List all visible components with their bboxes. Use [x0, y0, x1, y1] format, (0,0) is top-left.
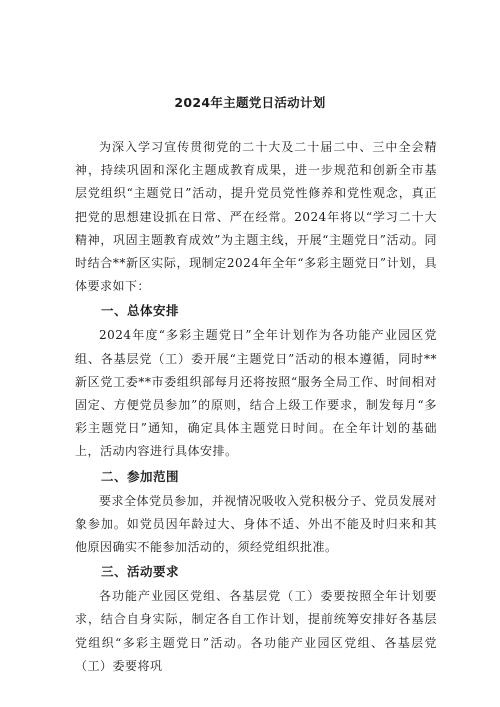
- intro-paragraph: 为深入学习宣传贯彻党的二十大及二十届二中、三中全会精神，持续巩固和深化主题成教育成果，进一步规范和创新全市基层党组织“主题党日”活动，提升党员党性修养和党性观念，真正把党的思想建设抓在日常、严在经常。2024年将以“学习二十大精神，巩固主题教育成效”为主题主线，开展“主题党日”活动。同时结合**新区实际，现制定2024年全年“多彩主题党日”计划，具体要求如下：: [75, 140, 437, 294]
- section-body-overall-arrangement: 2024年度“多彩主题党日”全年计划作为各功能产业园区党组、各基层党（工）委开展“主题党日”活动的根本遵循，同时**新区党工委**市委组织部每月还将按照“服务全局工作、时间相对固定、方便党员参加”的原则，结合上级工作要求，制发每月“多彩主题党日”通知，确定具体主题党日时间。在全年计划的基础上，活动内容进行具体安排。: [75, 328, 437, 459]
- document-title: 2024年主题党日活动计划: [174, 95, 326, 110]
- section-heading-overall-arrangement: 一、总体安排: [101, 303, 180, 319]
- section-body-activity-requirements: 各功能产业园区党组、各基层党（工）委要按照全年计划要求，结合自身实际，制定各自工作计划，提前统筹安排好各基层党组织“多彩主题党日”活动。各功能产业园区党组、各基层党（工）委要将巩: [75, 589, 437, 673]
- section-body-participation-scope: 要求全体党员参加，并视情况吸收入党积极分子、党员发展对象参加。如党员因年龄过大、身体不适、外出不能及时归来和其他原因确实不能参加活动的，须经党组织批准。: [75, 493, 437, 555]
- section-heading-activity-requirements: 三、活动要求: [101, 564, 180, 580]
- section-heading-participation-scope: 二、参加范围: [101, 468, 180, 484]
- document-body: [75, 136, 437, 678]
